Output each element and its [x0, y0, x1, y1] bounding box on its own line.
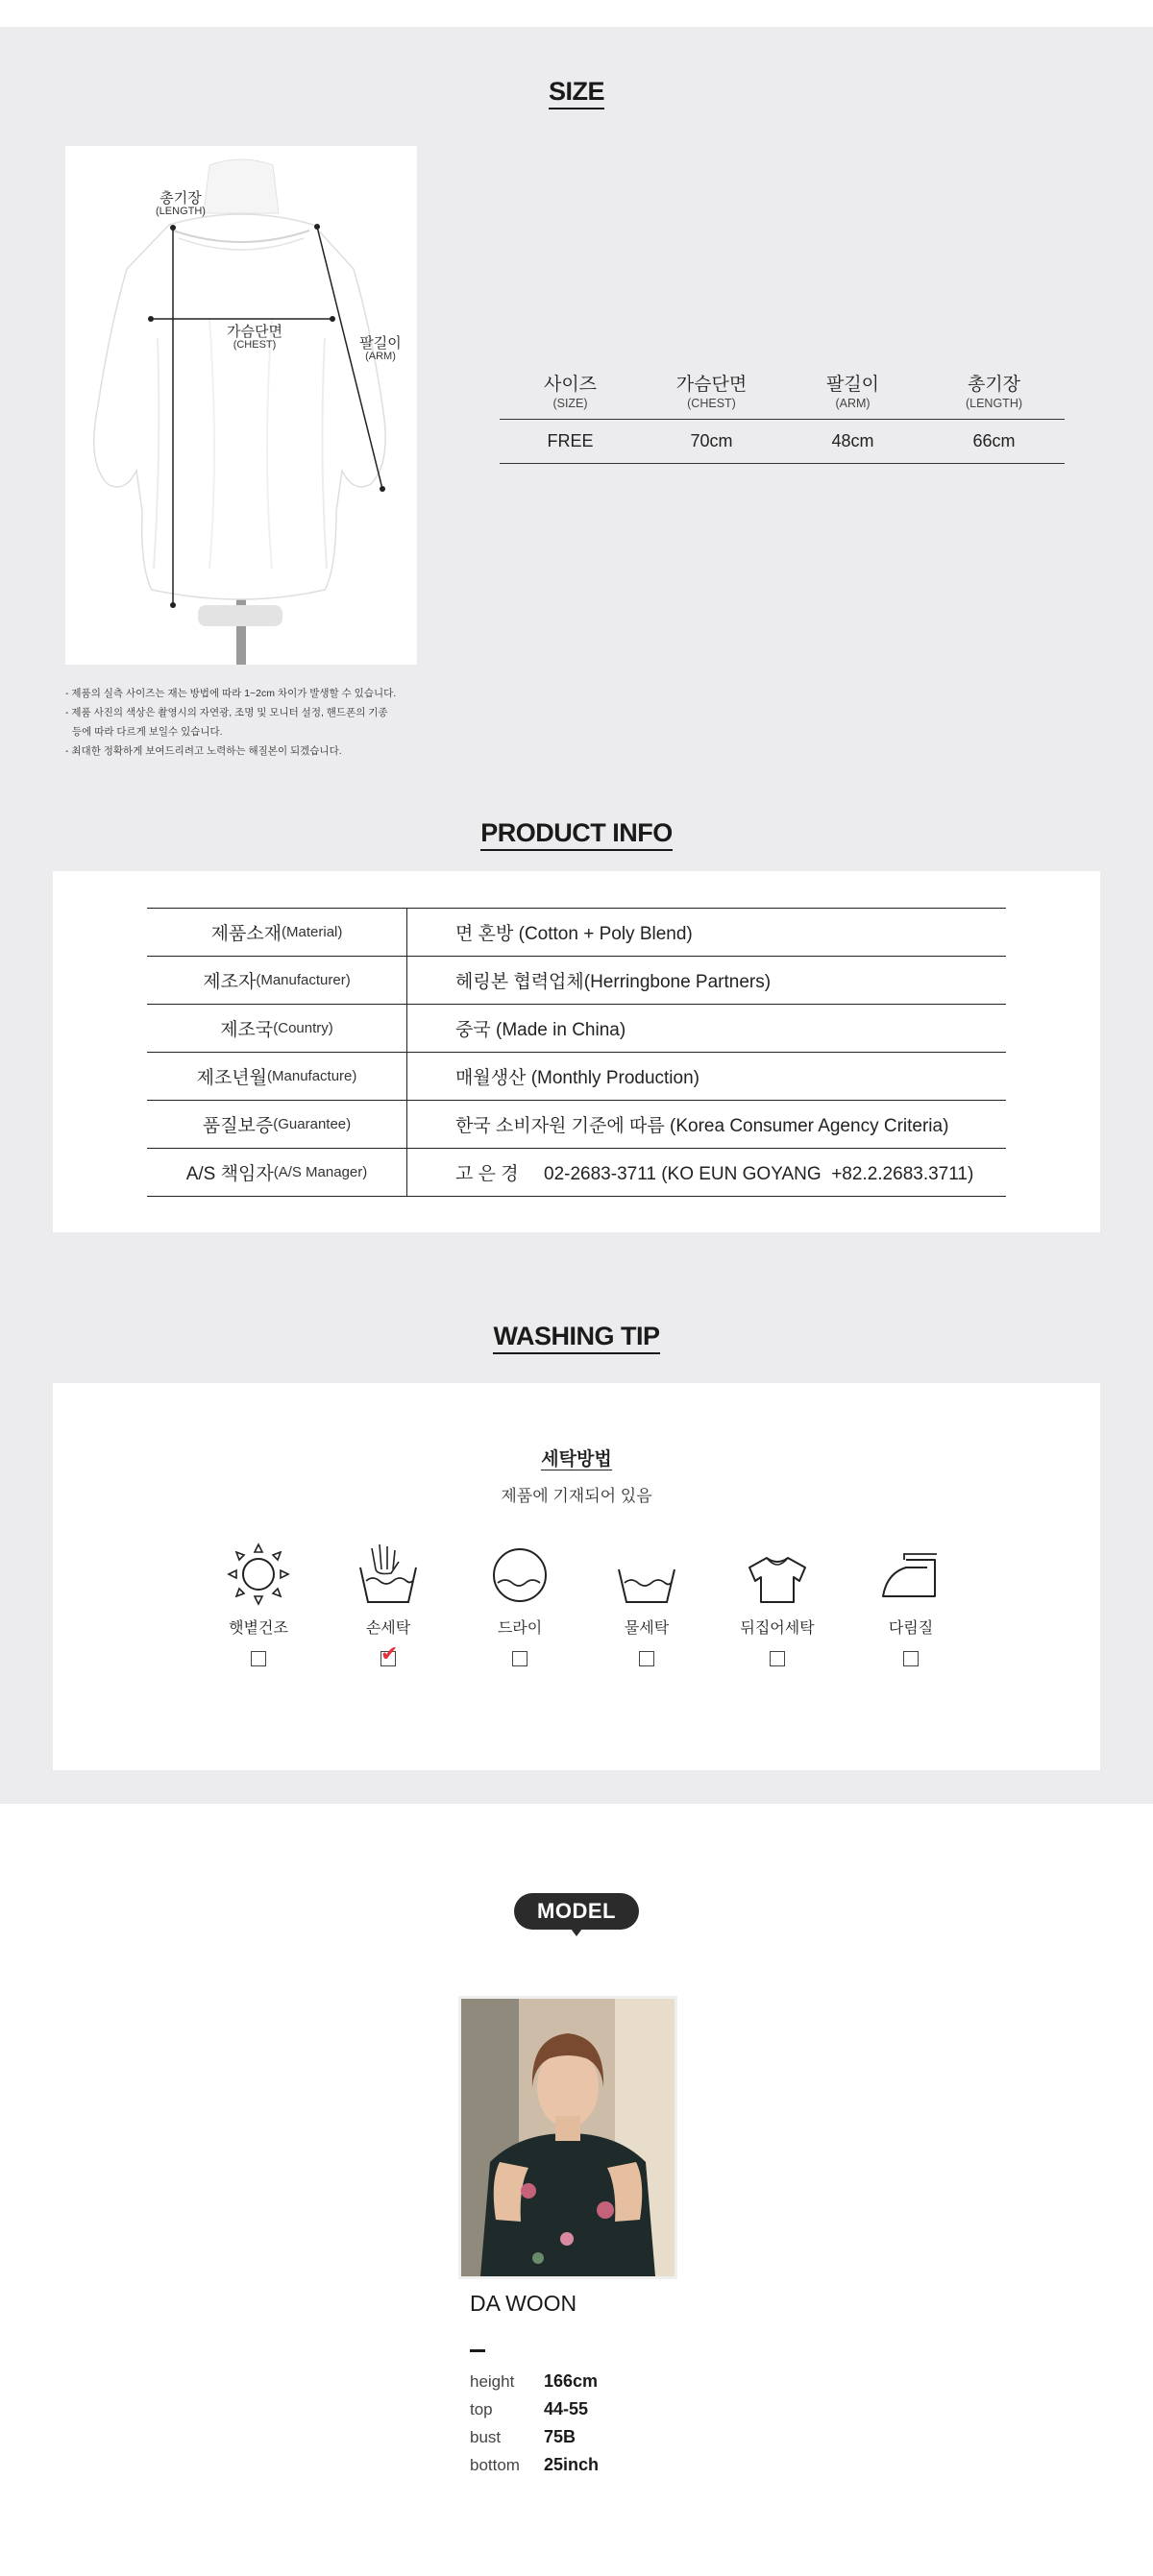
- product-info-value: 헤링본 협력업체(Herringbone Partners): [455, 972, 772, 992]
- wash-label: 드라이: [497, 1620, 543, 1637]
- wash-label: 햇볕건조: [229, 1620, 288, 1637]
- dry-clean-icon: [486, 1541, 553, 1608]
- size-note-line: - 제품의 실측 사이즈는 재는 방법에 따라 1~2cm 차이가 발생할 수 있습니다.: [65, 688, 397, 699]
- wash-option-sun-dry: [201, 1541, 316, 1666]
- size-table-row: [500, 420, 1065, 464]
- wash-option-inside-out: [720, 1541, 835, 1666]
- product-info-value: 면 혼방 (Cotton + Poly Blend): [455, 924, 693, 944]
- product-info-value: 매월생산 (Monthly Production): [455, 1068, 699, 1088]
- model-stat-value: 44-55: [544, 2399, 589, 2418]
- size-table: [500, 370, 1065, 464]
- sun-dry-icon: [225, 1541, 292, 1608]
- product-info-row: [147, 957, 1006, 1005]
- product-info-row: [147, 1101, 1006, 1149]
- washing-tip-section-title: WASHING TIP: [0, 1322, 1153, 1351]
- wash-label: 다림질: [888, 1620, 934, 1637]
- wash-checkbox[interactable]: [251, 1651, 266, 1666]
- arm-label: 팔길이 (ARM): [359, 335, 402, 362]
- washing-heading: 세탁방법: [541, 1449, 612, 1470]
- wash-checkbox[interactable]: [903, 1651, 919, 1666]
- model-stat-row: [470, 2451, 599, 2479]
- product-info-row: [147, 1005, 1006, 1053]
- model-stat-value: 75B: [544, 2427, 576, 2446]
- hand-wash-icon: [355, 1541, 422, 1608]
- model-divider: [470, 2349, 485, 2352]
- inside-out-wash-icon: [744, 1541, 811, 1608]
- product-info-key: A/S 책임자 (A/S Manager): [147, 1149, 407, 1196]
- size-header-size: 사이즈 (SIZE): [543, 375, 598, 410]
- length-label: 총기장 (LENGTH): [156, 190, 206, 217]
- size-value-chest: 70cm: [690, 431, 733, 450]
- wash-option-hand-wash: [331, 1541, 446, 1666]
- model-stat-value: 166cm: [544, 2371, 599, 2391]
- product-info-value: 중국 (Made in China): [455, 1020, 626, 1040]
- chest-label: 가슴단면 (CHEST): [227, 324, 282, 351]
- size-value-arm: 48cm: [831, 431, 874, 450]
- product-info-table: [147, 908, 1006, 1197]
- wash-label: 손세탁: [365, 1620, 411, 1637]
- wash-label: 뒤집어세탁: [740, 1620, 815, 1637]
- size-note-line: - 최대한 정확하게 보여드리려고 노력하는 해질본이 되겠습니다.: [65, 745, 342, 757]
- product-info-key: 품질보증 (Guarantee): [147, 1101, 407, 1148]
- size-section-title: SIZE: [0, 77, 1153, 107]
- size-header-chest: 가슴단면 (CHEST): [675, 375, 748, 410]
- wash-option-dry-clean: [462, 1541, 577, 1666]
- size-note-line: 등에 따라 다르게 보일수 있습니다.: [72, 726, 223, 738]
- wash-checkbox[interactable]: [770, 1651, 785, 1666]
- model-stats: [470, 2368, 599, 2479]
- size-header-length: 총기장 (LENGTH): [965, 375, 1023, 410]
- model-stat-value: 25inch: [544, 2455, 600, 2474]
- wash-label: 물세탁: [624, 1620, 670, 1637]
- machine-wash-icon: [613, 1541, 680, 1608]
- size-value-length: 66cm: [972, 431, 1016, 450]
- model-stat-row: [470, 2368, 599, 2395]
- wash-checkbox[interactable]: [639, 1651, 654, 1666]
- model-name: DA WOON: [470, 2291, 577, 2316]
- product-info-row: [147, 1053, 1006, 1101]
- size-value-size: FREE: [547, 431, 594, 450]
- washing-heading-block: [0, 1445, 1153, 1506]
- product-info-key: 제조자 (Manufacturer): [147, 957, 407, 1004]
- blouse-on-mannequin-illustration: [65, 146, 417, 665]
- model-stat-key: bottom: [470, 2455, 520, 2474]
- size-header-arm: 팔길이 (ARM): [825, 375, 880, 410]
- size-notes: [65, 684, 450, 761]
- model-portrait-illustration: [461, 1999, 675, 2276]
- product-info-key: 제조국 (Country): [147, 1005, 407, 1052]
- model-badge: MODEL: [514, 1893, 639, 1930]
- size-note-line: - 제품 사진의 색상은 촬영시의 자연광, 조명 및 모니터 설정, 핸드폰의 기종: [65, 707, 388, 718]
- product-info-row: [147, 1149, 1006, 1197]
- product-info-section-title: PRODUCT INFO: [0, 818, 1153, 848]
- washing-subheading: 제품에 기재되어 있음: [501, 1487, 652, 1505]
- wash-checkbox[interactable]: [380, 1641, 399, 1666]
- model-stat-row: [470, 2423, 599, 2451]
- iron-icon: [877, 1541, 944, 1608]
- model-stat-row: [470, 2395, 599, 2423]
- size-table-header: [500, 370, 1065, 420]
- product-info-value: 한국 소비자원 기준에 따름 (Korea Consumer Agency Criteria): [455, 1116, 949, 1136]
- model-stat-key: bust: [470, 2427, 502, 2446]
- wash-option-iron: [853, 1541, 969, 1666]
- product-info-key: 제조년월 (Manufacture): [147, 1053, 407, 1100]
- product-info-key: 제품소재 (Material): [147, 909, 407, 956]
- size-measurement-photo: [65, 146, 417, 665]
- model-stat-key: top: [470, 2399, 493, 2418]
- product-info-row: [147, 909, 1006, 957]
- check-mark-icon: ✔: [380, 1641, 399, 1665]
- model-stat-key: height: [470, 2371, 515, 2391]
- model-photo: [458, 1996, 677, 2279]
- wash-option-machine-wash: [589, 1541, 704, 1666]
- product-info-value: 고 은 경 02-2683-3711 (KO EUN GOYANG +82.2.2683.3711): [455, 1164, 974, 1184]
- wash-checkbox[interactable]: [512, 1651, 527, 1666]
